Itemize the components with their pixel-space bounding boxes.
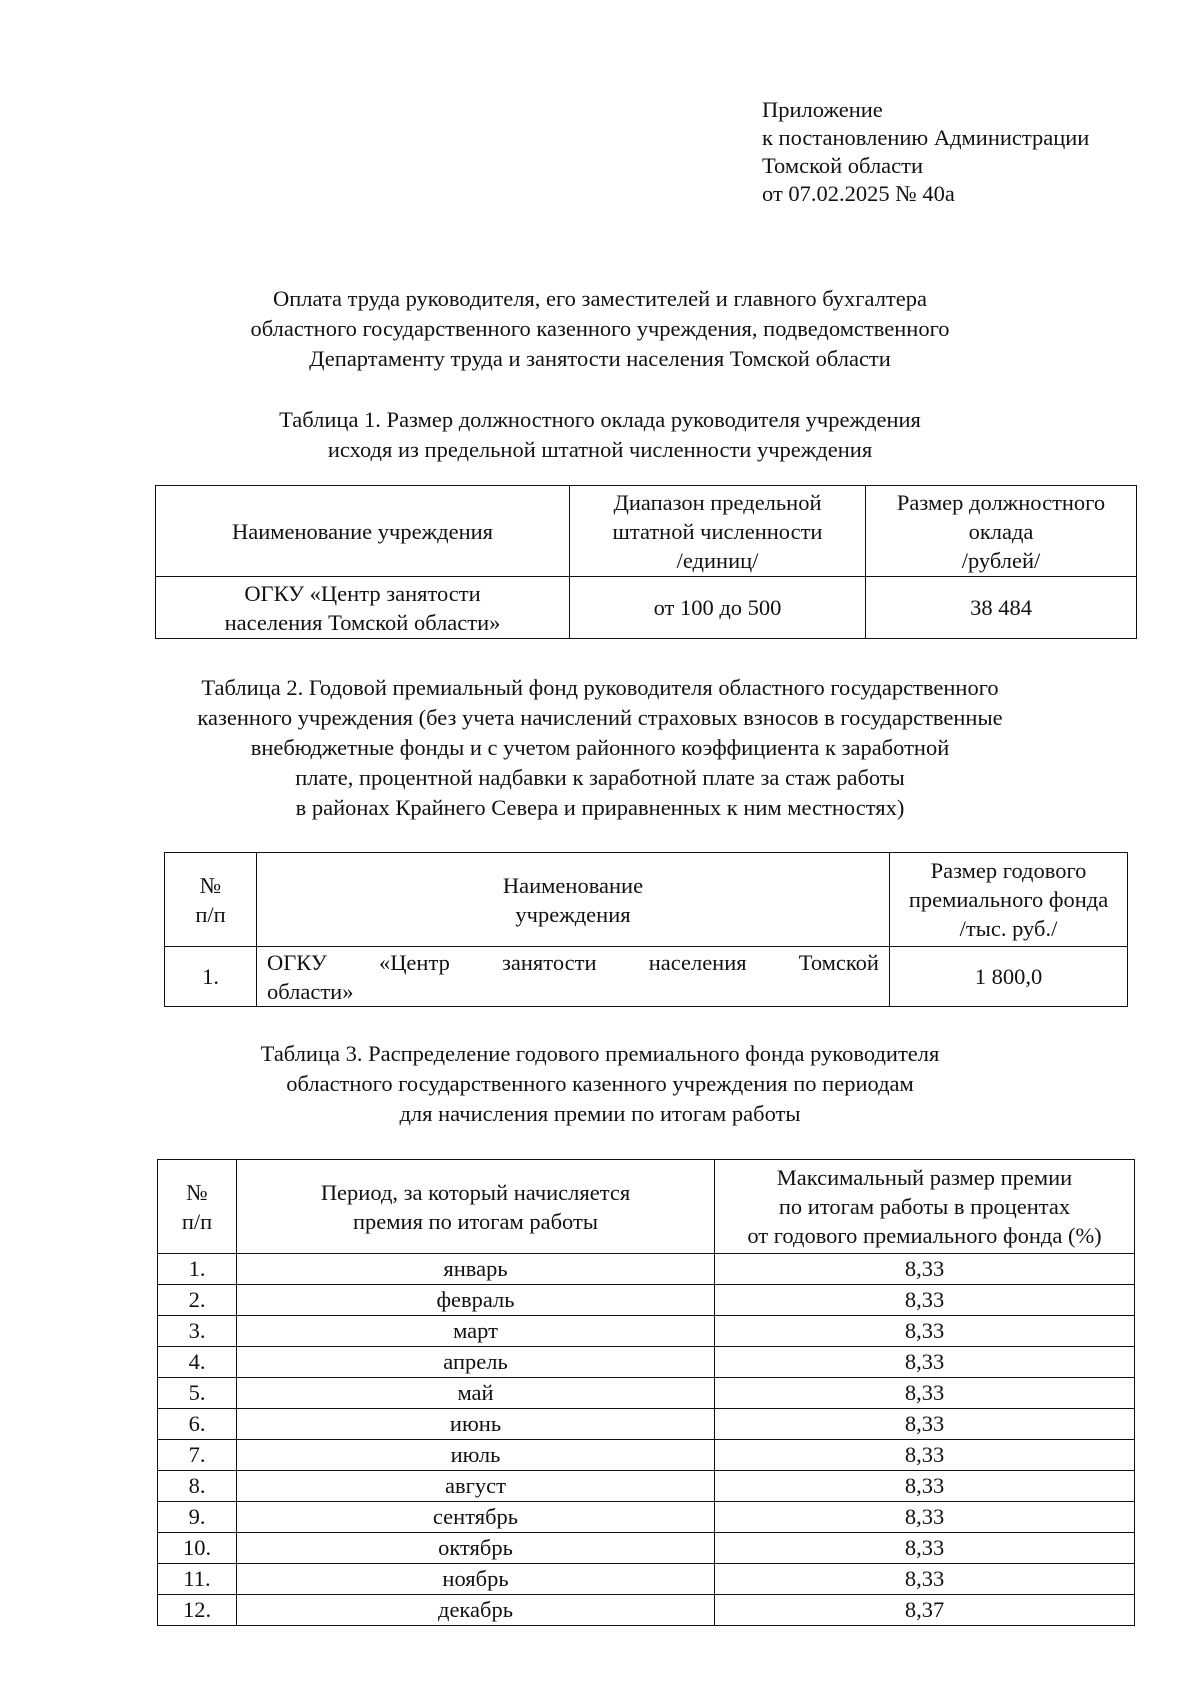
word: населения <box>648 949 747 975</box>
header-line: п/п <box>181 1208 213 1234</box>
cell-number: 3. <box>158 1316 237 1347</box>
caption-line: Таблица 3. Распределение годового премиального фонда руководителя <box>260 1041 940 1066</box>
cell-period: август <box>237 1471 715 1502</box>
header-line: премиального фонда <box>908 887 1109 912</box>
cell-number: 12. <box>158 1595 237 1626</box>
header-line: № <box>186 1179 208 1205</box>
header-number <box>165 853 257 947</box>
table-row <box>158 1502 1135 1533</box>
table-row <box>158 1533 1135 1564</box>
header-line: учреждения <box>515 901 631 927</box>
cell-period: май <box>237 1378 715 1409</box>
table-row <box>158 1285 1135 1316</box>
cell-period: январь <box>237 1254 715 1285</box>
table-row <box>158 1409 1135 1440</box>
table2-caption <box>0 673 1200 823</box>
header-line: Диапазон предельной <box>613 489 822 515</box>
table3-caption <box>0 1039 1200 1129</box>
cell-max-bonus: 8,37 <box>715 1595 1135 1626</box>
appendix-header <box>762 96 1089 208</box>
cell-number: 10. <box>158 1533 237 1564</box>
table-row <box>158 1440 1135 1471</box>
table-row <box>158 1471 1135 1502</box>
cell-line: населения Томской области» <box>224 609 501 635</box>
cell-period: ноябрь <box>237 1564 715 1595</box>
caption-line: плате, процентной надбавки к заработной плате за стаж работы <box>295 765 905 790</box>
header-line: Размер должностного <box>896 489 1106 515</box>
cell-period: апрель <box>237 1347 715 1378</box>
table-row <box>158 1378 1135 1409</box>
header-line: премия по итогам работы <box>353 1208 598 1234</box>
cell-max-bonus: 8,33 <box>715 1316 1135 1347</box>
header-line: штатной численности <box>612 518 823 544</box>
title-line: Департаменту труда и занятости населения Томской области <box>309 346 891 371</box>
header-line: Максимальный размер премии <box>776 1165 1073 1190</box>
cell-period: март <box>237 1316 715 1347</box>
table-row <box>156 577 1137 639</box>
word: «Центр <box>378 949 450 975</box>
cell-period: февраль <box>237 1285 715 1316</box>
header-line: № <box>199 872 222 898</box>
cell-number: 6. <box>158 1409 237 1440</box>
appendix-line: Томской области <box>762 153 924 178</box>
cell-max-bonus: 8,33 <box>715 1285 1135 1316</box>
header-line: Период, за который начисляется <box>320 1179 631 1205</box>
word: занятости <box>502 949 597 975</box>
table-row <box>158 1564 1135 1595</box>
caption-line: для начисления премии по итогам работы <box>399 1101 801 1126</box>
cell-max-bonus: 8,33 <box>715 1254 1135 1285</box>
cell-period: сентябрь <box>237 1502 715 1533</box>
header-line: п/п <box>195 901 226 927</box>
cell-institution-name <box>156 577 570 639</box>
table-1-salary <box>155 485 1137 639</box>
header-line: Размер годового <box>930 858 1087 883</box>
cell-period: июнь <box>237 1409 715 1440</box>
header-line: /единиц/ <box>676 547 759 573</box>
cell-number: 5. <box>158 1378 237 1409</box>
table1-caption <box>0 405 1200 465</box>
word: ОГКУ <box>267 949 327 975</box>
header-line: по итогам работы в процентах <box>778 1194 1071 1219</box>
header-line: Наименование <box>502 872 644 898</box>
cell-max-bonus: 8,33 <box>715 1502 1135 1533</box>
header-max-bonus <box>715 1160 1135 1254</box>
cell-period: июль <box>237 1440 715 1471</box>
table-2-bonus-fund <box>164 852 1128 1007</box>
caption-line: исходя из предельной штатной численности учреждения <box>327 437 873 462</box>
cell-number: 1. <box>158 1254 237 1285</box>
table-row <box>158 1347 1135 1378</box>
cell-number: 4. <box>158 1347 237 1378</box>
appendix-line: от 07.02.2025 № 40а <box>762 181 955 206</box>
cell-number: 2. <box>158 1285 237 1316</box>
cell-max-bonus: 8,33 <box>715 1409 1135 1440</box>
title-line: Оплата труда руководителя, его заместителей и главного бухгалтера <box>272 286 927 311</box>
caption-line: казенного учреждения (без учета начислений страховых взносов в государственные <box>197 705 1003 730</box>
header-line: /рублей/ <box>961 547 1041 573</box>
header-institution-name: Наименование учреждения <box>156 486 570 577</box>
cell-number: 9. <box>158 1502 237 1533</box>
caption-line: в районах Крайнего Севера и приравненных к ним местностях) <box>295 795 905 820</box>
cell-number: 11. <box>158 1564 237 1595</box>
header-period <box>237 1160 715 1254</box>
cell-fund-size: 1 800,0 <box>890 947 1128 1007</box>
table-header-row <box>156 486 1137 577</box>
caption-line: Таблица 1. Размер должностного оклада руководителя учреждения <box>279 407 921 432</box>
caption-line: Таблица 2. Годовой премиальный фонд руководителя областного государственного <box>201 675 999 700</box>
cell-institution-name <box>257 947 890 1007</box>
caption-line: областного государственного казенного учреждения по периодам <box>286 1071 914 1096</box>
header-line: от годового премиального фонда (%) <box>747 1223 1102 1248</box>
table-header-row <box>158 1160 1135 1254</box>
cell-max-bonus: 8,33 <box>715 1533 1135 1564</box>
cell-staff-range: от 100 до 500 <box>570 577 866 639</box>
title-line: областного государственного казенного учреждения, подведомственного <box>250 316 950 341</box>
cell-max-bonus: 8,33 <box>715 1564 1135 1595</box>
cell-salary: 38 484 <box>866 577 1137 639</box>
caption-line: внебюджетные фонды и с учетом районного коэффициента к заработной <box>250 735 950 760</box>
word: Томской <box>798 949 879 975</box>
table-header-row <box>165 853 1128 947</box>
cell-period: октябрь <box>237 1533 715 1564</box>
appendix-line: к постановлению Администрации <box>762 125 1090 150</box>
header-line: /тыс. руб./ <box>959 916 1058 941</box>
cell-number: 1. <box>165 947 257 1007</box>
cell-max-bonus: 8,33 <box>715 1471 1135 1502</box>
justified-line <box>267 948 879 977</box>
table-row <box>165 947 1128 1007</box>
table-row <box>158 1595 1135 1626</box>
header-staff-range <box>570 486 866 577</box>
cell-period: декабрь <box>237 1595 715 1626</box>
cell-max-bonus: 8,33 <box>715 1440 1135 1471</box>
cell-max-bonus: 8,33 <box>715 1347 1135 1378</box>
table-3-bonus-distribution <box>157 1159 1135 1626</box>
document-title <box>0 284 1200 374</box>
table-body <box>158 1254 1135 1626</box>
line-end: области» <box>267 978 354 1004</box>
cell-number: 8. <box>158 1471 237 1502</box>
table-row <box>158 1316 1135 1347</box>
header-line: оклада <box>968 518 1034 544</box>
appendix-line: Приложение <box>762 97 883 122</box>
cell-max-bonus: 8,33 <box>715 1378 1135 1409</box>
header-salary <box>866 486 1137 577</box>
table-row <box>158 1254 1135 1285</box>
header-fund-size <box>890 853 1128 947</box>
cell-line: ОГКУ «Центр занятости <box>244 580 481 606</box>
header-number <box>158 1160 237 1254</box>
header-institution-name <box>257 853 890 947</box>
cell-number: 7. <box>158 1440 237 1471</box>
